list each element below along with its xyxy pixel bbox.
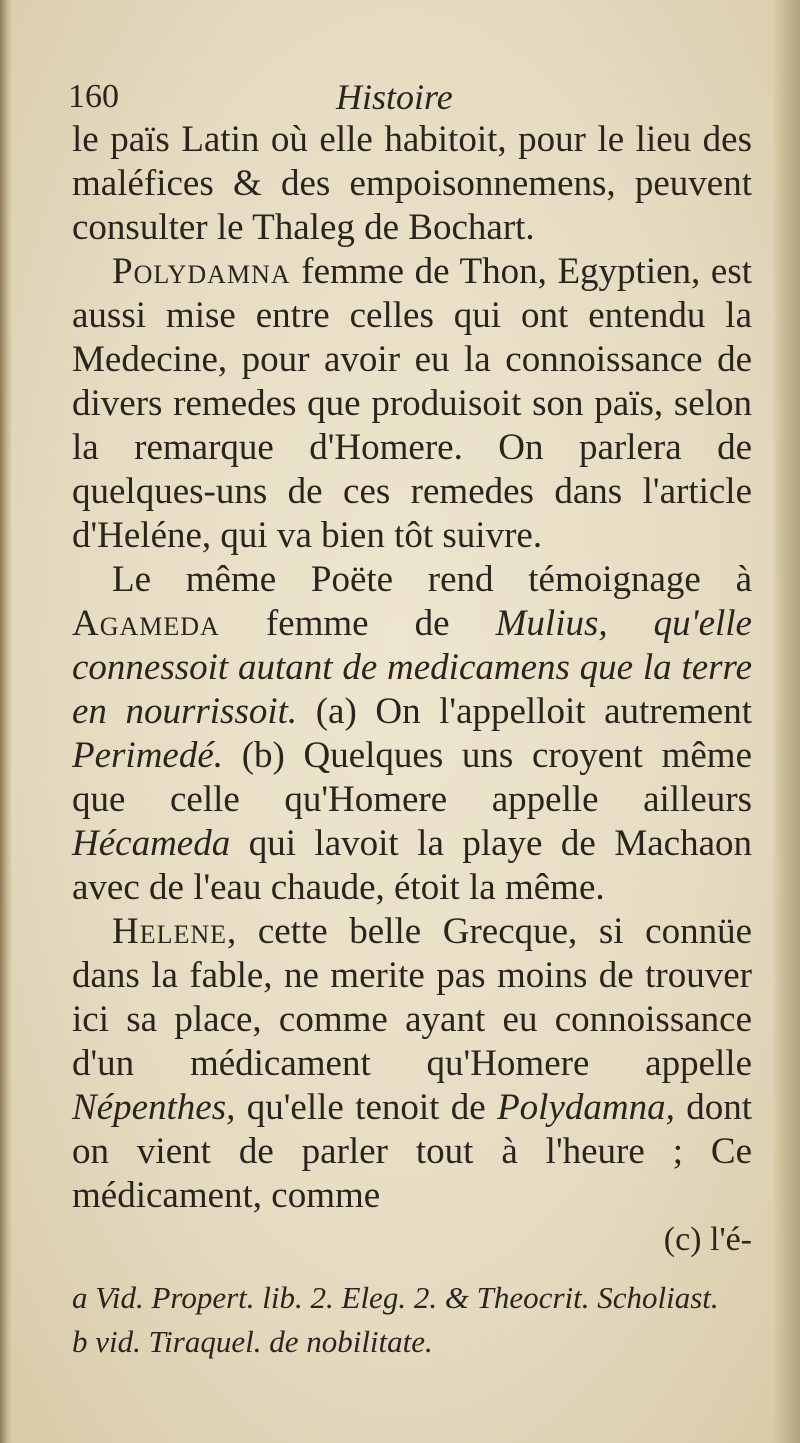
entry-name-polydamna: Polydamna <box>112 251 291 292</box>
running-head: Histoire <box>336 77 453 117</box>
paragraph-2-text: femme de Thon, Egyptien, est aussi mise entre celles qui ont entendu la Medecine, pour avoir eu la connoissance de divers remedes que produisoit son païs, selon la remarque d'Homere. On parlera de quelques-uns de ces remedes dans l'article d'Heléne, qui va bien tôt suivre. <box>72 251 752 556</box>
paragraph-3-text-4: qui lavoit la playe de Machaon avec de l'eau chaude, étoit la même. <box>72 823 752 908</box>
entry-name-agameda: Agameda <box>72 603 220 644</box>
paragraph-3-text-2: (a) On l'appelloit autrement <box>297 691 753 732</box>
page-number: 160 <box>68 78 119 115</box>
paragraph-4-text-2: qu'elle tenoit de <box>235 1087 498 1128</box>
paragraph-4-italic-2: Polydamna, <box>497 1087 675 1128</box>
footnote-b: b vid. Tiraquel. de nobilitate. <box>72 1324 433 1359</box>
paragraph-3-italic-1: Mulius, qu'elle connessoit autant de medicamens que la terre en nourrissoit. <box>72 603 752 732</box>
paragraph-4-text-3: dont on vient de parler tout à l'heure ; Ce médicament, comme <box>72 1087 752 1216</box>
binding-gutter <box>0 0 12 1443</box>
paragraph-3-lead: Le même Poëte rend témoignage à <box>112 559 752 600</box>
paragraph-4-text-1: , cette belle Grecque, si connüe dans la fable, ne merite pas moins de trouver ici sa place, comme ayant eu connoissance d'un médicament qu'Homere appelle <box>72 911 752 1084</box>
paragraph-3 <box>72 558 752 910</box>
paragraph-3-italic-2: Perimedé. <box>72 735 224 776</box>
footnotes <box>72 1276 752 1364</box>
paragraph-3-italic-3: Hécameda <box>72 823 231 864</box>
paragraph-2 <box>72 250 752 558</box>
paragraph-4 <box>72 910 752 1218</box>
entry-name-helene: Helene <box>112 911 228 952</box>
paragraph-1-text: le païs Latin où elle habitoit, pour le lieu des maléfices & des empoisonnemens, peuvent consulter le Thaleg de Bochart. <box>72 119 752 248</box>
paragraph-3-text-3: (b) Quelques uns croyent même que celle qu'Homere appelle ailleurs <box>72 735 752 820</box>
page-edge <box>772 0 800 1443</box>
catchword: (c) l'é- <box>663 1221 752 1258</box>
paragraph-1 <box>72 118 752 250</box>
paragraph-3-text-1: femme de <box>219 603 496 644</box>
body-text <box>72 118 752 1262</box>
paragraph-4-italic-1: Népenthes, <box>72 1087 236 1128</box>
footnote-a: a Vid. Propert. lib. 2. Eleg. 2. & Theocrit. Scholiast. <box>72 1280 719 1315</box>
